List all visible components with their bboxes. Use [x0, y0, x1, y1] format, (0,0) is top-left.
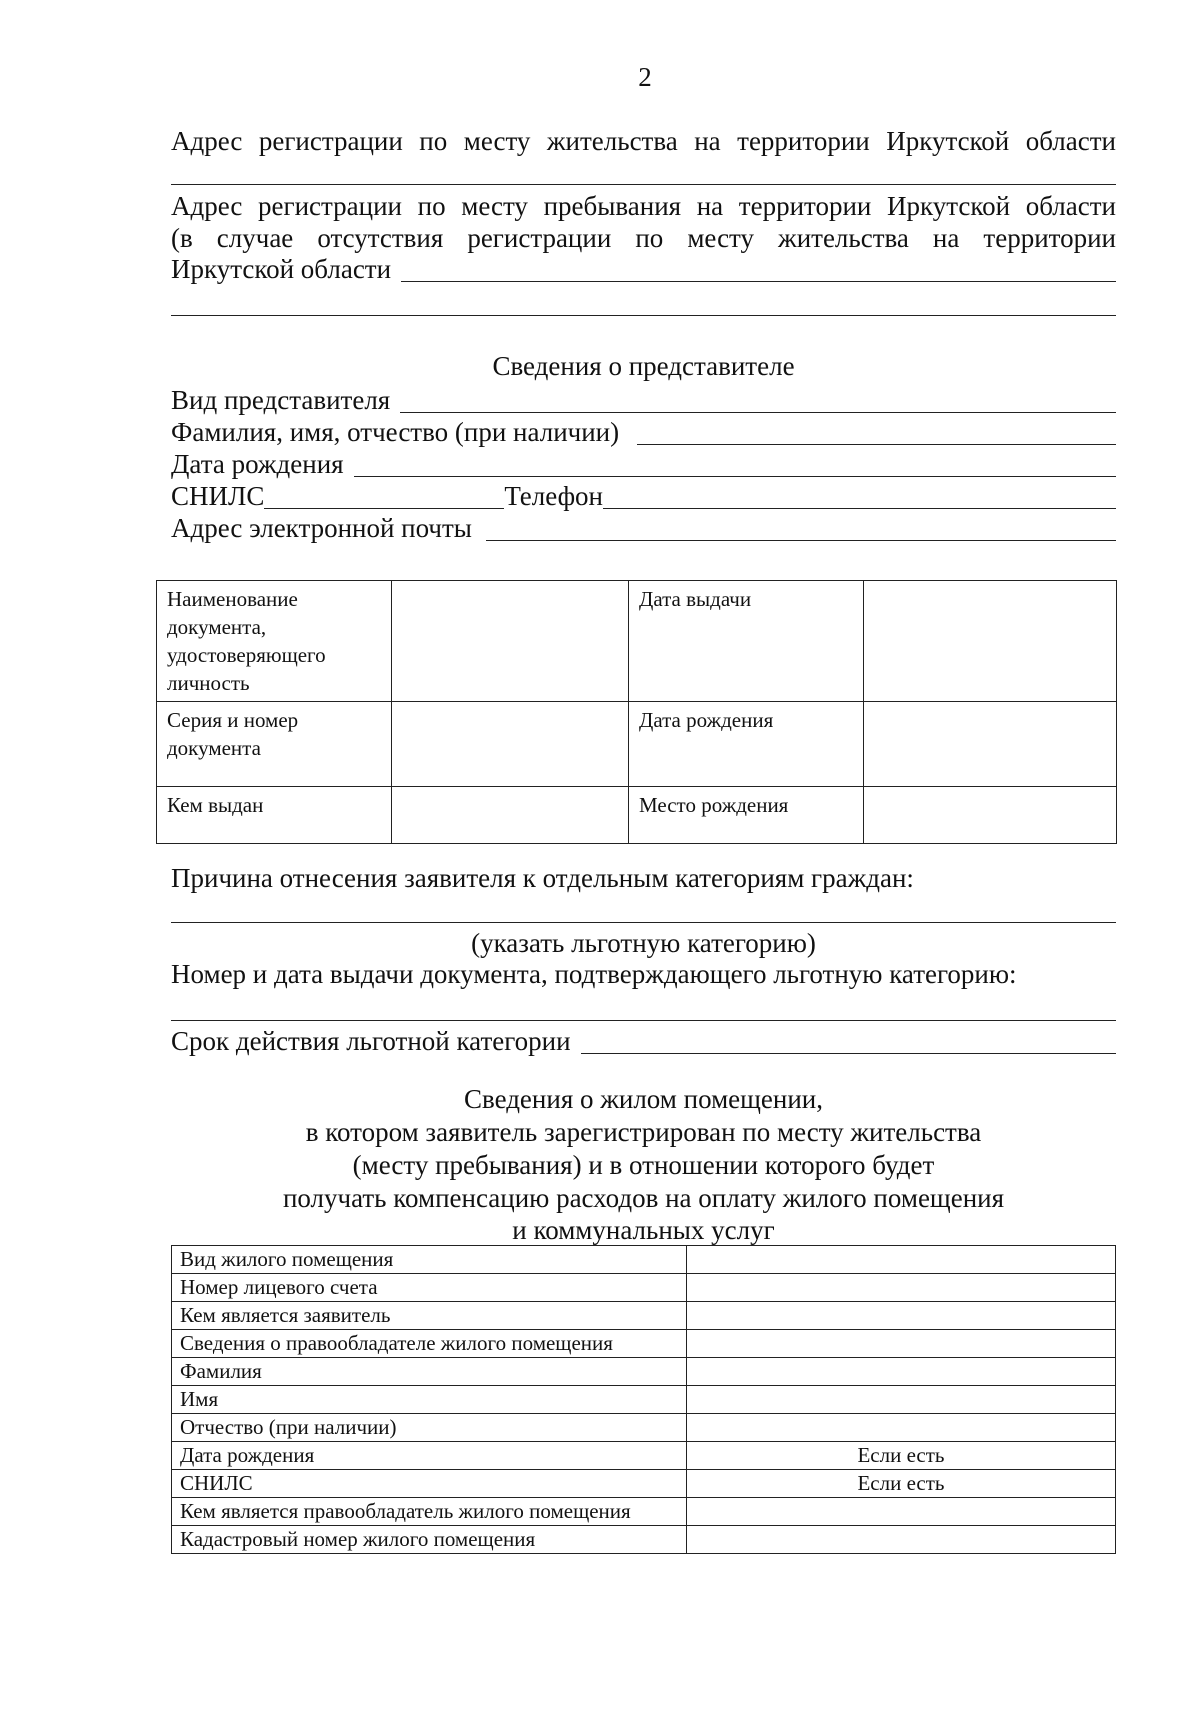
- owner-role-value[interactable]: [687, 1498, 1116, 1526]
- owner-info-value[interactable]: [687, 1330, 1116, 1358]
- housing-info-table: [171, 1245, 1116, 1554]
- applicant-role-value[interactable]: [687, 1302, 1116, 1330]
- representative-phone-field[interactable]: [603, 508, 1116, 509]
- doc-birth-value[interactable]: [864, 702, 1117, 787]
- stay-address-field[interactable]: [401, 281, 1116, 282]
- housing-heading-3: (месту пребывания) и в отношении которого будет: [352, 1150, 935, 1180]
- representative-birth-field[interactable]: [354, 476, 1116, 477]
- owner-name-value[interactable]: [687, 1386, 1116, 1414]
- cadastral-number-label: Кадастровый номер жилого помещения: [172, 1526, 687, 1554]
- doc-birth-label: Дата рождения: [629, 702, 864, 787]
- cadastral-number-value[interactable]: [687, 1526, 1116, 1554]
- stay-address-label-line1: Адрес регистрации по месту пребывания на территории Иркутской области: [171, 191, 1116, 221]
- representative-type-row: [171, 384, 1116, 417]
- birth-place-value[interactable]: [864, 787, 1117, 844]
- table-row: [172, 1246, 1116, 1274]
- representative-type-field[interactable]: [400, 412, 1116, 413]
- owner-surname-label: Фамилия: [172, 1358, 687, 1386]
- table-row: [172, 1302, 1116, 1330]
- stay-address-row: [171, 253, 1116, 286]
- table-row: [157, 581, 1117, 702]
- owner-info-label: Сведения о правообладателе жилого помещения: [172, 1330, 687, 1358]
- identity-document-table: [156, 580, 1117, 844]
- benefit-reason-hint: (указать льготную категорию): [471, 928, 816, 958]
- representative-snils-field[interactable]: [264, 508, 504, 509]
- housing-heading-4: получать компенсацию расходов на оплату жилого помещения: [282, 1183, 1005, 1213]
- representative-email-row: [171, 512, 1116, 545]
- issue-date-value[interactable]: [864, 581, 1117, 702]
- representative-snils-label: СНИЛС: [171, 481, 265, 511]
- representative-type-label: Вид представителя: [171, 385, 391, 415]
- stay-address-label-line2: (в случае отсутствия регистрации по месту жительства на территории: [171, 223, 1116, 253]
- table-row: [172, 1498, 1116, 1526]
- table-row: [172, 1470, 1116, 1498]
- table-row: [172, 1442, 1116, 1470]
- birth-place-label: Место рождения: [629, 787, 864, 844]
- table-row: [172, 1358, 1116, 1386]
- doc-name-label: Наименование документа, удостоверяющего личность: [157, 581, 392, 702]
- housing-heading-5: и коммунальных услуг: [512, 1215, 775, 1245]
- representative-email-field[interactable]: [486, 540, 1116, 541]
- owner-patronymic-value[interactable]: [687, 1414, 1116, 1442]
- account-number-label: Номер лицевого счета: [172, 1274, 687, 1302]
- housing-type-value[interactable]: [687, 1246, 1116, 1274]
- owner-snils-label: СНИЛС: [172, 1470, 687, 1498]
- doc-series-label: Серия и номер документа: [157, 702, 392, 787]
- table-row: [157, 702, 1117, 787]
- benefit-doc-label: Номер и дата выдачи документа, подтверждающего льготную категорию:: [171, 959, 1017, 989]
- representative-birth-label: Дата рождения: [171, 449, 344, 479]
- residence-address-label: Адрес регистрации по месту жительства на территории Иркутской области: [171, 126, 1116, 156]
- representative-heading: Сведения о представителе: [492, 351, 795, 381]
- representative-fio-label: Фамилия, имя, отчество (при наличии): [171, 417, 620, 447]
- owner-surname-value[interactable]: [687, 1358, 1116, 1386]
- stay-address-label-line3: Иркутской области: [171, 254, 392, 284]
- table-row: [172, 1386, 1116, 1414]
- owner-name-label: Имя: [172, 1386, 687, 1414]
- doc-name-value[interactable]: [392, 581, 629, 702]
- issue-date-label: Дата выдачи: [629, 581, 864, 702]
- benefit-reason-field[interactable]: [171, 922, 1116, 923]
- benefit-reason-label: Причина отнесения заявителя к отдельным категориям граждан:: [171, 863, 914, 893]
- benefit-term-row: [171, 1025, 1116, 1058]
- housing-heading-2: в котором заявитель зарегистрирован по месту жительства: [305, 1117, 982, 1147]
- housing-heading-1: Сведения о жилом помещении,: [463, 1084, 824, 1114]
- owner-birth-label: Дата рождения: [172, 1442, 687, 1470]
- owner-role-label: Кем является правообладатель жилого помещения: [172, 1498, 687, 1526]
- owner-snils-value[interactable]: Если есть: [687, 1470, 1116, 1498]
- benefit-term-field[interactable]: [581, 1053, 1116, 1054]
- owner-birth-value[interactable]: Если есть: [687, 1442, 1116, 1470]
- stay-address-field-2[interactable]: [171, 315, 1116, 316]
- representative-phone-label: Телефон: [504, 481, 604, 511]
- representative-email-label: Адрес электронной почты: [171, 513, 472, 543]
- applicant-role-label: Кем является заявитель: [172, 1302, 687, 1330]
- account-number-value[interactable]: [687, 1274, 1116, 1302]
- issued-by-label: Кем выдан: [157, 787, 392, 844]
- representative-fio-field[interactable]: [637, 444, 1116, 445]
- table-row: [172, 1526, 1116, 1554]
- table-row: [172, 1274, 1116, 1302]
- table-row: [172, 1330, 1116, 1358]
- table-row: [157, 787, 1117, 844]
- representative-fio-row: [171, 416, 1116, 449]
- representative-birth-row: [171, 448, 1116, 481]
- housing-type-label: Вид жилого помещения: [172, 1246, 687, 1274]
- benefit-term-label: Срок действия льготной категории: [171, 1026, 571, 1056]
- representative-snils-phone-row: [171, 480, 1116, 513]
- benefit-doc-field[interactable]: [171, 1020, 1116, 1021]
- issued-by-value[interactable]: [392, 787, 629, 844]
- doc-series-value[interactable]: [392, 702, 629, 787]
- owner-patronymic-label: Отчество (при наличии): [172, 1414, 687, 1442]
- page-number: 2: [638, 62, 652, 92]
- residence-address-field[interactable]: [171, 184, 1116, 185]
- table-row: [172, 1414, 1116, 1442]
